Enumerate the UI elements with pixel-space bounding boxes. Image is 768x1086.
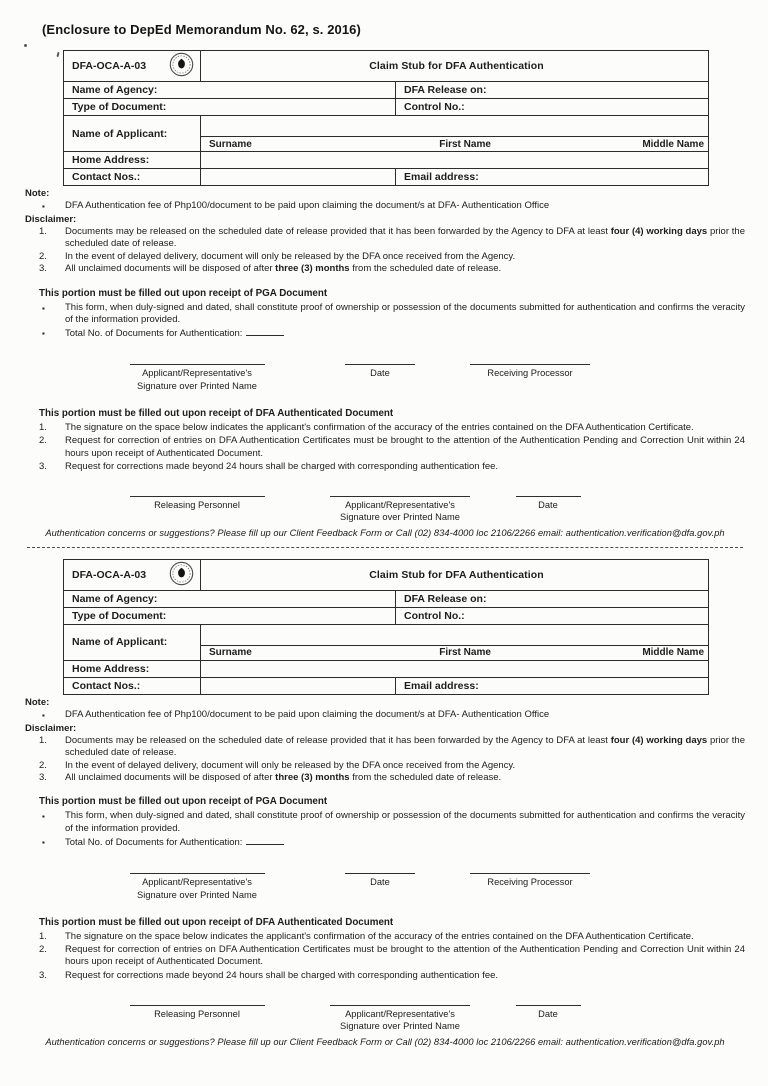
table-header-row — [64, 559, 709, 590]
form-title-cell — [201, 51, 709, 82]
claim-stub-form-copy — [25, 559, 745, 1047]
signature-line — [345, 364, 415, 365]
bullet-icon: ▪ — [42, 303, 45, 313]
label-middle-name: Middle Name — [642, 138, 705, 150]
bullet-icon: ▪ — [42, 710, 45, 720]
signature-line — [130, 873, 265, 874]
table-row — [64, 624, 709, 645]
pga-bullet-2: ▪ Total No. of Documents for Authentication: — [25, 327, 745, 340]
table-row — [64, 152, 709, 169]
date-block: Date — [340, 364, 420, 380]
date-block: Date — [340, 873, 420, 889]
disclaimer-item-3: 3. All unclaimed documents will be disposed of after three (3) months from the scheduled date of release. — [39, 772, 502, 784]
signature-line — [130, 496, 265, 497]
signature-line — [130, 364, 265, 365]
note-section — [25, 697, 745, 785]
scan-artifact-dot — [24, 44, 27, 47]
contact-nos-write-area — [201, 169, 396, 186]
bullet-icon: ▪ — [42, 202, 45, 211]
note-heading: Note: — [25, 188, 50, 199]
applicant-name-write-area — [201, 624, 709, 645]
date-block: Date — [508, 496, 588, 512]
form-title: Claim Stub for DFA Authentication — [369, 60, 544, 72]
name-parts-label-cell — [201, 645, 709, 660]
pga-section-body — [25, 810, 745, 849]
signature-line — [330, 496, 470, 497]
date-block: Date — [508, 1005, 588, 1021]
form-copies-container — [25, 50, 745, 1047]
dfa-section-heading: This portion must be filled out upon receipt of DFA Authenticated Document — [39, 408, 394, 420]
disclaimer-item-3: 3. All unclaimed documents will be disposed of after three (3) months from the scheduled date of release. — [39, 263, 502, 275]
applicant-name-write-area — [201, 116, 709, 137]
field-name-of-applicant: Name of Applicant: — [64, 624, 201, 660]
field-name-of-applicant: Name of Applicant: — [64, 116, 201, 152]
disclaimer-item-2: 2. In the event of delayed delivery, document will only be released by the DFA once received from the Agency. — [39, 759, 516, 771]
label-first-name: First Name — [439, 647, 491, 659]
home-address-write-area — [201, 152, 709, 169]
note-section — [25, 188, 745, 276]
form-title-cell — [201, 559, 709, 590]
receiving-processor-block: Receiving Processor — [465, 873, 595, 889]
field-name-of-agency: Name of Agency: — [64, 590, 396, 607]
note-item: ▪ DFA Authentication fee of Php100/document to be paid upon claiming the document/s at DFA- Authentication Office — [25, 709, 745, 722]
dfa-section-heading: This portion must be filled out upon receipt of DFA Authenticated Document — [39, 917, 394, 929]
dfa-item-3: 3. Request for corrections made beyond 24 hours shall be charged with corresponding authentication fee. — [39, 969, 499, 981]
bullet-icon: ▪ — [42, 837, 45, 847]
dfa-item-2: 2. Request for correction of entries on DFA Authentication Certificates must be brought to the attention of the Authentication Pending and Correction Unit within 24 hours upon receipt of Authenticated Document. — [39, 435, 745, 459]
releasing-personnel-block: Releasing Personnel — [122, 1005, 272, 1021]
table-row — [64, 169, 709, 186]
dfa-seal-icon — [169, 52, 194, 80]
pga-signature-row — [25, 873, 745, 901]
dfa-item-1: 1. The signature on the space below indicates the applicant's confirmation of the accuracy of the entries contained on the DFA Authentication Certificate. — [39, 931, 694, 943]
signature-line — [130, 1005, 265, 1006]
field-home-address: Home Address: — [64, 152, 201, 169]
label-middle-name: Middle Name — [642, 647, 705, 659]
feedback-footer: Authentication concerns or suggestions? Please fill up our Client Feedback Form or Call (02) 834-4000 loc 2106/2266 email: authentication.verification@dfa.gov.ph — [45, 527, 725, 538]
pga-signature-row — [25, 364, 745, 392]
signature-line — [516, 1005, 581, 1006]
name-parts-label-cell — [201, 137, 709, 152]
form-code-cell — [64, 51, 201, 82]
table-header-row — [64, 51, 709, 82]
applicant-signature-block: Applicant/Representative's Signature over Printed Name — [325, 496, 475, 524]
field-dfa-release-on: DFA Release on: — [396, 590, 709, 607]
cut-separator-line — [27, 547, 743, 548]
field-contact-nos: Contact Nos.: — [64, 169, 201, 186]
pga-bullet-1: ▪ This form, when duly-signed and dated, shall constitute proof of ownership or possession of the documents submitted for authentication and confirms the veracity of the information provided. — [25, 810, 745, 834]
claim-stub-table — [63, 50, 709, 186]
field-home-address: Home Address: — [64, 660, 201, 677]
bullet-icon: ▪ — [42, 812, 45, 822]
feedback-footer: Authentication concerns or suggestions? Please fill up our Client Feedback Form or Call (02) 834-4000 loc 2106/2266 email: authentication.verification@dfa.gov.ph — [45, 1036, 725, 1047]
pga-section-body — [25, 302, 745, 341]
disclaimer-heading: Disclaimer: — [25, 213, 77, 225]
total-docs-blank-line — [246, 327, 284, 336]
field-email-address: Email address: — [396, 169, 709, 186]
dfa-item-2: 2. Request for correction of entries on DFA Authentication Certificates must be brought to the attention of the Authentication Pending and Correction Unit within 24 hours upon receipt of Authenticated Document. — [39, 944, 745, 968]
label-surname: Surname — [209, 647, 252, 659]
signature-line — [470, 364, 590, 365]
dfa-signature-row — [25, 1005, 745, 1033]
table-row — [64, 677, 709, 694]
home-address-write-area — [201, 660, 709, 677]
form-code: DFA-OCA-A-03 — [72, 60, 147, 72]
bullet-icon: ▪ — [42, 328, 45, 338]
releasing-personnel-block: Releasing Personnel — [122, 496, 272, 512]
form-title: Claim Stub for DFA Authentication — [369, 568, 544, 581]
pga-bullet-2: ▪ Total No. of Documents for Authentication: — [25, 836, 745, 849]
field-control-no: Control No.: — [396, 607, 709, 624]
dfa-seal-icon — [169, 561, 194, 589]
disclaimer-item-1: 1. Documents may be released on the scheduled date of release provided that it has been forwarded by the Agency to DFA at least four (4) working days prior the scheduled date of release. — [39, 225, 745, 249]
label-surname: Surname — [209, 138, 252, 150]
field-contact-nos: Contact Nos.: — [64, 677, 201, 694]
disclaimer-heading: Disclaimer: — [25, 722, 77, 734]
field-type-of-document: Type of Document: — [64, 607, 396, 624]
field-dfa-release-on: DFA Release on: — [396, 82, 709, 99]
applicant-signature-block: Applicant/Representative's Signature over Printed Name — [325, 1005, 475, 1033]
enclosure-heading: (Enclosure to DepEd Memorandum No. 62, s. 2016) — [42, 22, 361, 37]
table-row — [64, 82, 709, 99]
table-row — [64, 116, 709, 137]
applicant-signature-block: Applicant/Representative's Signature over Printed Name — [122, 364, 272, 392]
pga-section-heading: This portion must be filled out upon receipt of PGA Document — [39, 287, 328, 299]
signature-line — [345, 873, 415, 874]
disclaimer-item-1: 1. Documents may be released on the scheduled date of release provided that it has been forwarded by the Agency to DFA at least four (4) working days prior the scheduled date of release. — [39, 734, 745, 758]
pga-section-heading: This portion must be filled out upon receipt of PGA Document — [39, 796, 328, 808]
field-name-of-agency: Name of Agency: — [64, 82, 396, 99]
table-row — [64, 660, 709, 677]
signature-line — [516, 496, 581, 497]
dfa-signature-row — [25, 496, 745, 524]
claim-stub-form-copy — [25, 50, 745, 538]
table-row — [64, 607, 709, 624]
table-row — [64, 590, 709, 607]
total-docs-blank-line — [246, 836, 284, 845]
form-code: DFA-OCA-A-03 — [72, 568, 147, 581]
dfa-section-body — [25, 931, 745, 982]
dfa-item-1: 1. The signature on the space below indicates the applicant's confirmation of the accuracy of the entries contained on the DFA Authentication Certificate. — [39, 422, 694, 434]
label-first-name: First Name — [439, 138, 491, 150]
form-code-cell — [64, 559, 201, 590]
disclaimer-item-2: 2. In the event of delayed delivery, document will only be released by the DFA once received from the Agency. — [39, 250, 516, 262]
dfa-section-body — [25, 422, 745, 473]
claim-stub-table — [63, 559, 709, 695]
pga-bullet-1: ▪ This form, when duly-signed and dated, shall constitute proof of ownership or possession of the documents submitted for authentication and confirms the veracity of the information provided. — [25, 302, 745, 326]
note-heading: Note: — [25, 696, 50, 708]
signature-line — [470, 873, 590, 874]
table-row — [64, 99, 709, 116]
field-email-address: Email address: — [396, 677, 709, 694]
applicant-signature-block: Applicant/Representative's Signature over Printed Name — [122, 873, 272, 901]
field-control-no: Control No.: — [396, 99, 709, 116]
signature-line — [330, 1005, 470, 1006]
dfa-item-3: 3. Request for corrections made beyond 24 hours shall be charged with corresponding authentication fee. — [39, 460, 499, 472]
receiving-processor-block: Receiving Processor — [465, 364, 595, 380]
field-type-of-document: Type of Document: — [64, 99, 396, 116]
contact-nos-write-area — [201, 677, 396, 694]
note-item: ▪ DFA Authentication fee of Php100/document to be paid upon claiming the document/s at DFA- Authentication Office — [25, 200, 745, 213]
